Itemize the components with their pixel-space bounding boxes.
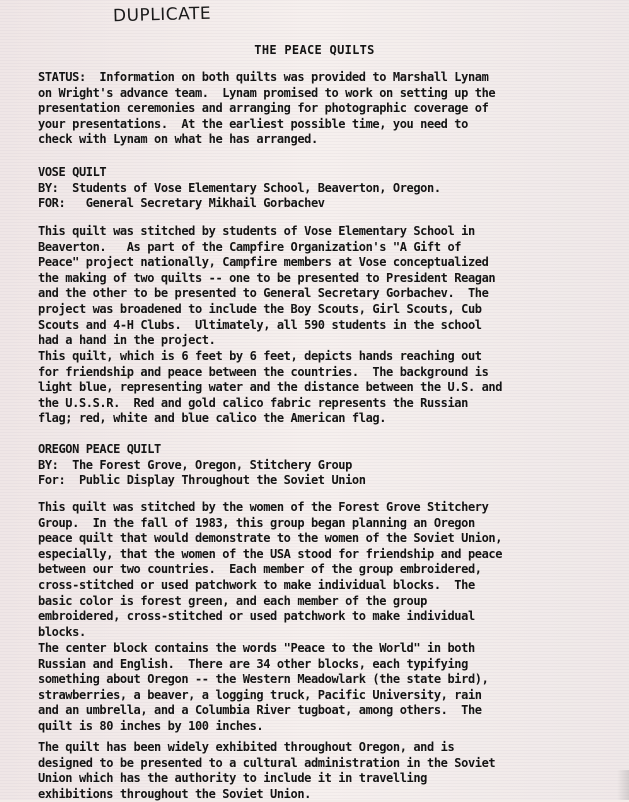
vose-quilt-paragraph-1: This quilt was stitched by students of Vose Elementary School in Beaverton. As part of the Campfire Organization's "A Gift of Peace" project nationally, Campfire members at Vose conceptualized the making of two quilts -- one to be presented to President Reagan and the other to be presented to General Secretary Gorbachev. The project was broadened to include the Boy Scouts, Girl Scouts, Cub Scouts and 4-H Clubs. Ultimately, all 590 students in the school had a hand in the project. bbox=[38, 224, 496, 348]
oregon-quilt-paragraph-3: The quilt has been widely exhibited throughout Oregon, and is designed to be presented to a cultural administration in the Soviet Union which has the authority to include it in travelling exhibitions throughout the Soviet Union. bbox=[38, 740, 496, 801]
status-paragraph: STATUS: Information on both quilts was provided to Marshall Lynam on Wright's advance team. Lynam promised to work on setting up the presentation ceremonies and arranging for photographic coverage of your presentations. At the earliest possible time, you need to check with Lynam on what he has arranged. bbox=[38, 70, 496, 147]
oregon-quilt-paragraph-2: The center block contains the words "Peace to the World" in both Russian and English. There are 34 other blocks, each typifying something about Oregon -- the Western Meadowlark (the state bird), strawberries, a beaver, a logging truck, Pacific University, rain and an umbrella, and a Columbia River tugboat, among others. The quilt is 80 inches by 100 inches. bbox=[38, 641, 489, 733]
scan-edge-shadow bbox=[617, 770, 629, 800]
vose-quilt-paragraph-2: This quilt, which is 6 feet by 6 feet, depicts hands reaching out for friendship and peace between the countries. The background is light blue, representing water and the distance between the U.S. and the U.S.S.R. Red and gold calico fabric represents the Russian flag; red, white and blue calico the American flag. bbox=[38, 349, 503, 426]
vose-quilt-header: VOSE QUILT BY: Students of Vose Elementary School, Beaverton, Oregon. FOR: General Secretary Mikhail Gorbachev bbox=[38, 165, 441, 211]
duplicate-stamp: DUPLICATE bbox=[112, 3, 212, 27]
oregon-quilt-header: OREGON PEACE QUILT BY: The Forest Grove, Oregon, Stitchery Group For: Public Display Throughout the Soviet Union bbox=[38, 442, 366, 488]
page-title: THE PEACE QUILTS bbox=[254, 43, 375, 57]
oregon-quilt-paragraph-1: This quilt was stitched by the women of the Forest Grove Stitchery Group. In the fall of 1983, this group began planning an Oregon peace quilt that would demonstrate to the women of the Soviet Union, especially, that the women of the USA stood for friendship and peace between our two countries. Each member of the group embroidered, cross-stitched or used patchwork to make individual blocks. The basic color is forest green, and each member of the group embroidered, cross-stitched or used patchwork to make individual blocks. bbox=[38, 500, 503, 639]
